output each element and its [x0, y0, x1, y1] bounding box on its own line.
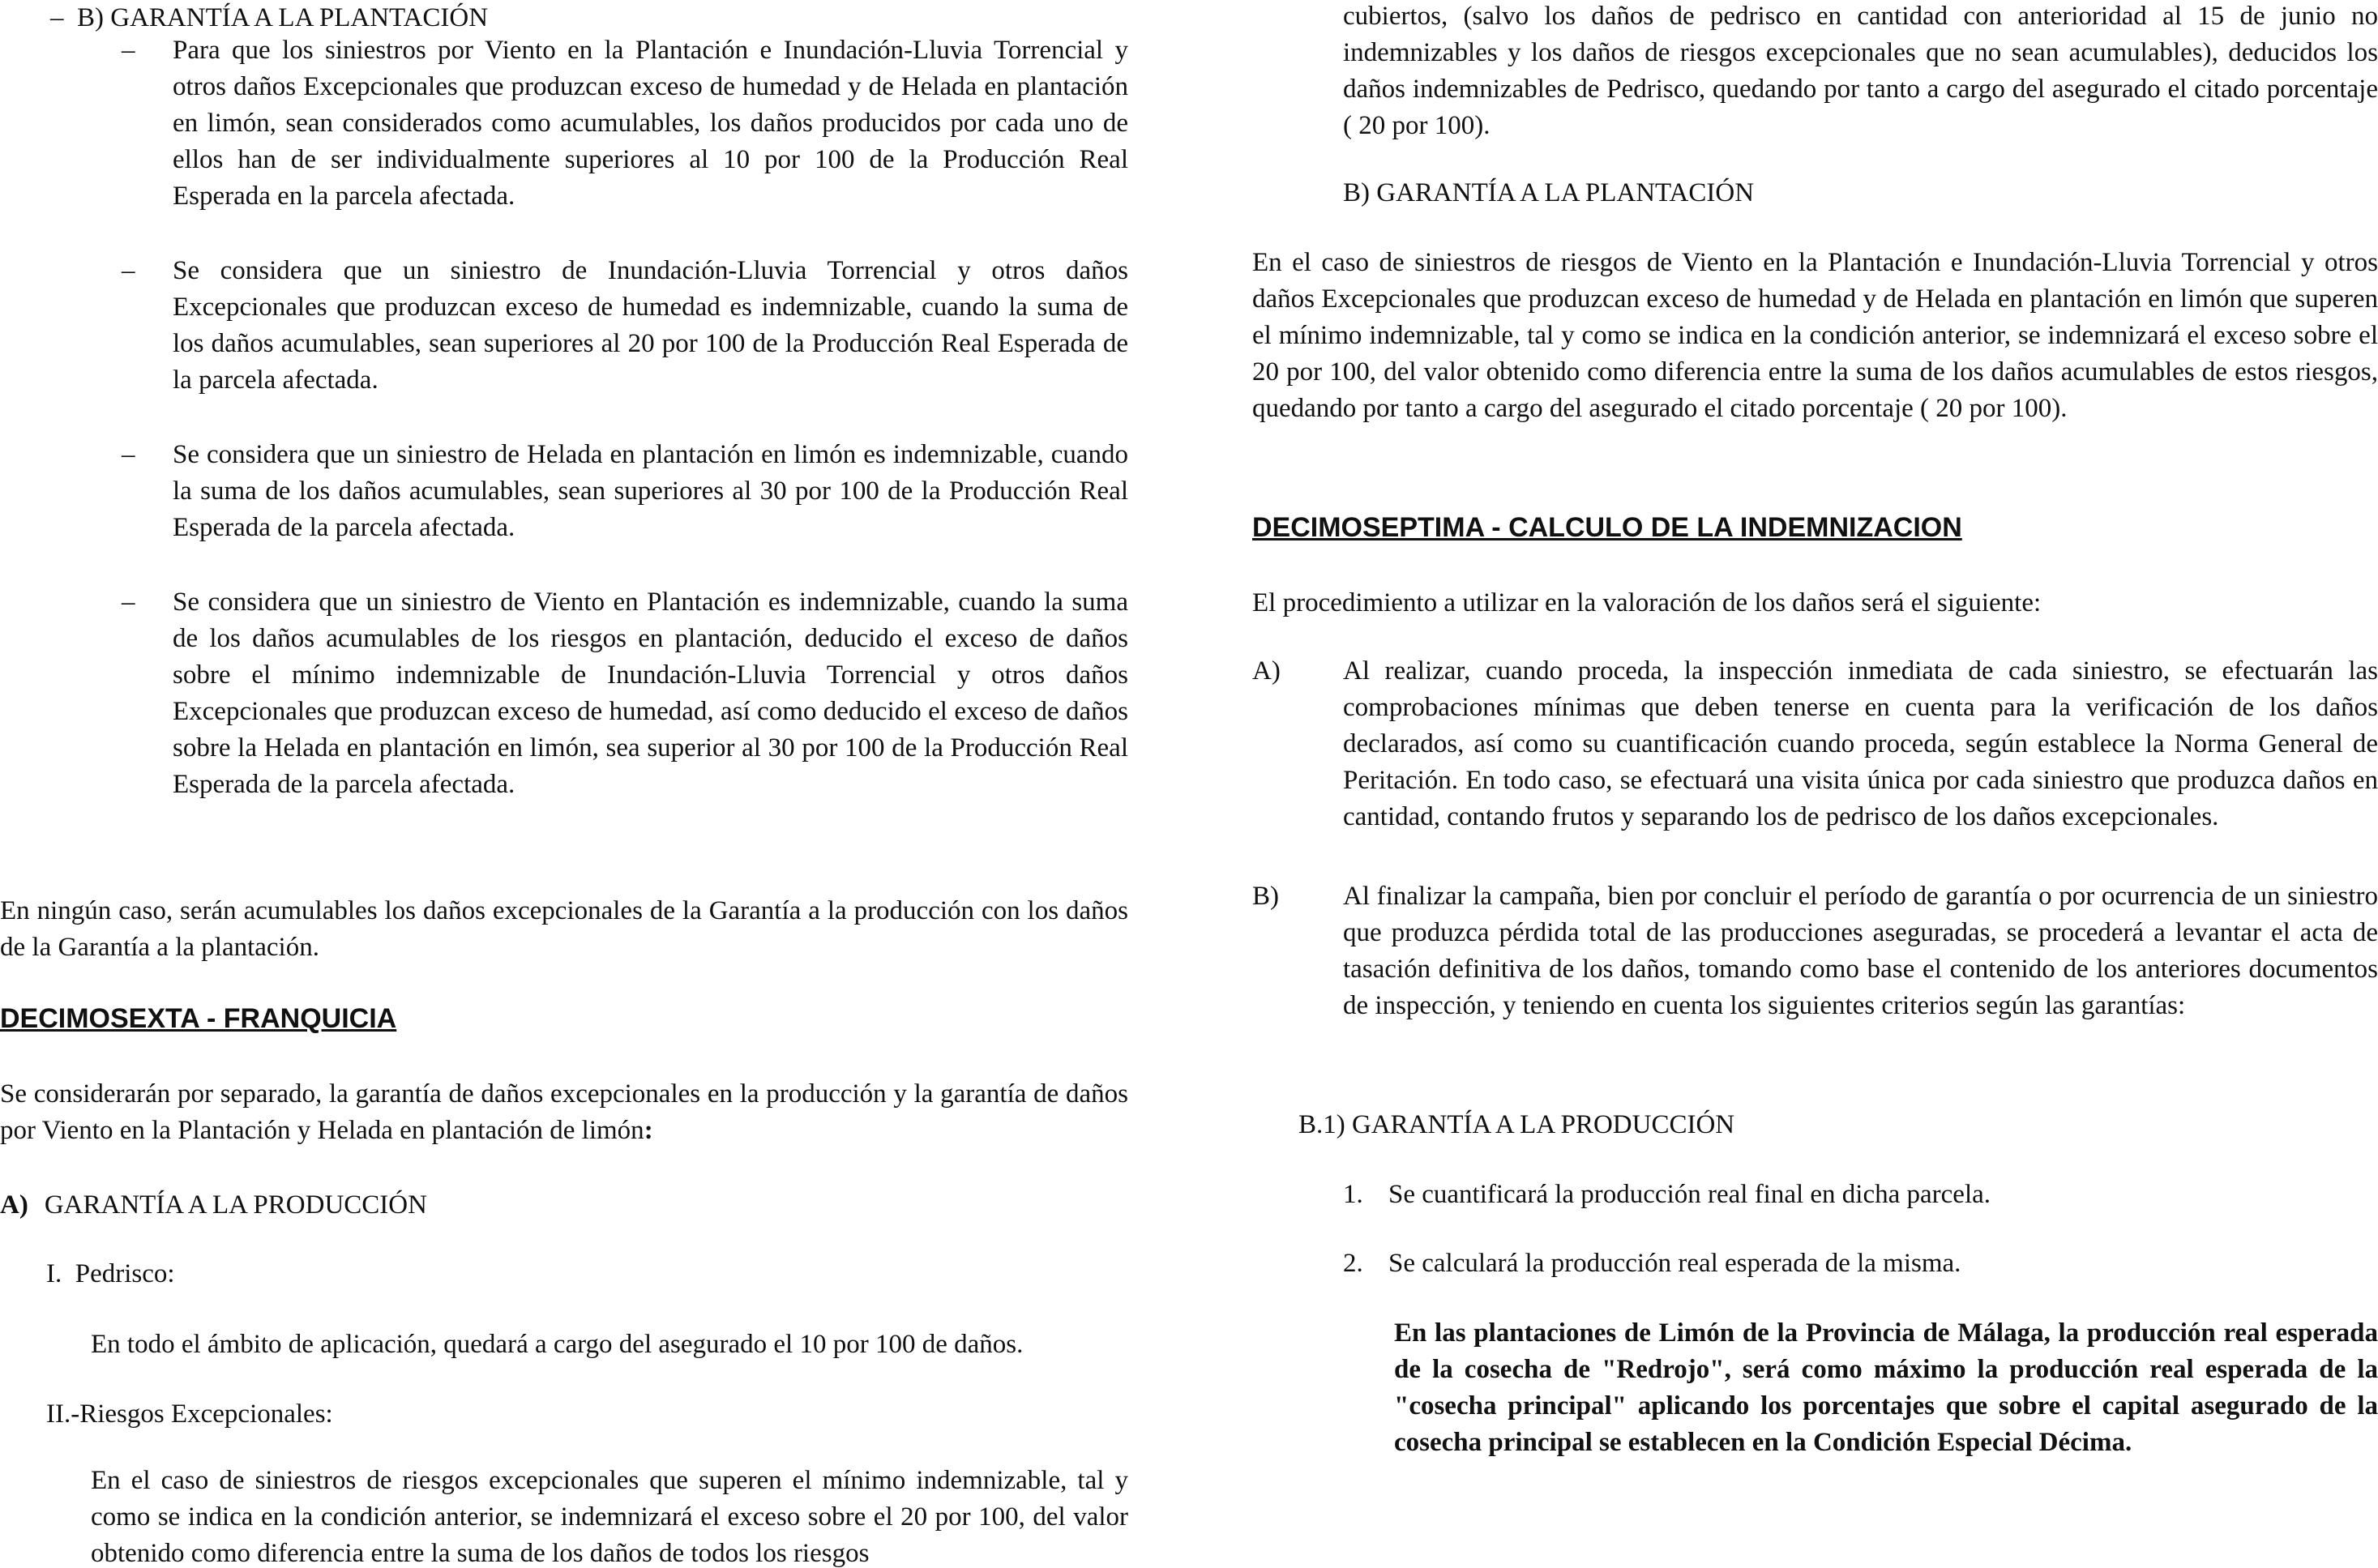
dash-marker: – [122, 587, 135, 617]
list-item-marker: A) [1252, 656, 1281, 686]
list-item-text: Al realizar, cuando proceda, la inspección inmediata de cada siniestro, se efectuarán las comprobaciones mínimas que deben tenerse en cuenta para la verificación de los daños declarados, así como su cuantificación cuando proceda, según establece la Norma General de Peritación. En todo caso, se efectuará una visita única por cada siniestro que produzca daños en cantidad, contando frutos y separando los de pedrisco de los daños excepcionales. [1343, 656, 2378, 831]
left-column [0, 0, 1128, 1568]
malaga-bold-paragraph: En las plantaciones de Limón de la Provincia de Málaga, la producción real esperada de la cosecha de "Redrojo", será como máximo la producción real esperada de la "cosecha principal" aplicando los porcentajes que sobre el capital asegurado de la cosecha principal se establecen en la Condición Especial Décima. [1394, 1318, 2378, 1457]
numbered-item-marker: 2. [1343, 1249, 1363, 1278]
section-a-marker: A) [0, 1190, 28, 1220]
pedrisco-text: En todo el ámbito de aplicación, quedará a cargo del asegurado el 10 por 100 de daños. [91, 1330, 1024, 1359]
list-item [1252, 653, 2378, 835]
dash-marker: – [122, 256, 135, 285]
continuation-paragraph: cubiertos, (salvo los daños de pedrisco en cantidad con anterioridad al 15 de junio no indemnizables y los daños de riesgos excepcionales que no sean acumulables), deducidos los daños indemnizables de Pedrisco, quedando por tanto a cargo del asegurado el citado porcentaje ( 20 por 100). [1343, 2, 2378, 140]
dash-marker: – [122, 440, 135, 469]
numbered-item-text: Se cuantificará la producción real final en dicha parcela. [1388, 1180, 1991, 1209]
franquicia-intro [0, 1076, 1128, 1149]
letter-list [1252, 653, 2378, 1024]
numbered-item [1252, 1177, 2378, 1213]
dash-item-text: Se considera que un siniestro de Viento en Plantación es indemnizable, cuando la suma de los daños acumulables de los riesgos en plantación, deducido el exceso de daños sobre el mínimo indemnizable de Inundación-Lluvia Torrencial y otros daños Excepcionales que produzcan exceso de humedad, así como deducido el exceso de daños sobre la Helada en plantación en limón, sea superior al 30 por 100 de la Producción Real Esperada de la parcela afectada. [173, 587, 1128, 799]
list-item-marker: B) [1252, 882, 1279, 911]
dash-marker: – [122, 36, 135, 65]
franquicia-intro-colon: : [644, 1116, 653, 1145]
left-section-b-title: – B) GARANTÍA A LA PLANTACIÓN [50, 3, 489, 32]
b1-title: B.1) GARANTÍA A LA PRODUCCIÓN [1298, 1110, 1735, 1139]
dash-list [0, 32, 1128, 803]
pedrisco-title: I. Pedrisco: [46, 1259, 175, 1288]
riesgos-text: En el caso de siniestros de riesgos excepcionales que superen el mínimo indemnizable, tal y como se indica en la condición anterior, se indemnizará el exceso sobre el 20 por 100, del valor obtenido como diferencia entre la suma de los daños de todos los riesgos [91, 1466, 1128, 1568]
numbered-item [1252, 1245, 2378, 1282]
dash-item-text: Se considera que un siniestro de Helada en plantación en limón es indemnizable, cuando la suma de los daños acumulables, sean superiores al 30 por 100 de la Producción Real Esperada de la parcela afectada. [173, 440, 1128, 542]
dash-item [0, 32, 1128, 215]
heading-franquicia: DECIMOSEXTA - FRANQUICIA [0, 1003, 397, 1034]
riesgos-title: II.-Riesgos Excepcionales: [46, 1399, 333, 1429]
list-item-text: Al finalizar la campaña, bien por concluir el período de garantía o por ocurrencia de un siniestro que produzca pérdida total de las producciones aseguradas, se procederá a levantar el acta de tasación definitiva de los daños, tomando como base el contenido de los anteriores documentos de inspección, y teniendo en cuenta los siguientes criterios según las garantías: [1343, 882, 2378, 1020]
dash-item-text: Para que los siniestros por Viento en la Plantación e Inundación-Lluvia Torrencial y otros daños Excepcionales que produzcan exceso de humedad y de Helada en plantación en limón, sean considerados como acumulables, los daños producidos por cada uno de ellos han de ser individualmente superiores al 10 por 100 de la Producción Real Esperada en la parcela afectada. [173, 36, 1128, 211]
numbered-item-text: Se calculará la producción real esperada de la misma. [1388, 1249, 1961, 1278]
dash-item [0, 584, 1128, 803]
franquicia-intro-text: Se considerarán por separado, la garantía de daños excepcionales en la producción y la garantía de daños por Viento en la Plantación y Helada en plantación de limón [0, 1079, 1128, 1145]
heading-calculo: DECIMOSEPTIMA - CALCULO DE LA INDEMNIZACION [1252, 512, 1962, 543]
procedimiento-text: El procedimiento a utilizar en la valoración de los daños será el siguiente: [1252, 588, 2042, 617]
right-column [1252, 0, 2378, 1568]
numbered-item-marker: 1. [1343, 1180, 1363, 1209]
section-a-title: GARANTÍA A LA PRODUCCIÓN [44, 1190, 427, 1220]
section-a-title-line [0, 1187, 427, 1224]
list-item [1252, 878, 2378, 1024]
dash-item-text: Se considera que un siniestro de Inundación-Lluvia Torrencial y otros daños Excepcionales que produzcan exceso de humedad es indemnizable, cuando la suma de los daños acumulables, sean superiores al 20 por 100 de la Producción Real Esperada de la parcela afectada. [173, 256, 1128, 395]
dash-item [0, 437, 1128, 546]
plantacion-paragraph: En el caso de siniestros de riesgos de Viento en la Plantación e Inundación-Lluvia Torrencial y otros daños Excepcionales que produzcan exceso de humedad y de Helada en plantación en limón que superen el mínimo indemnizable, tal y como se indica en la condición anterior, se indemnizará el exceso sobre el 20 por 100, del valor obtenido como diferencia entre la suma de los daños acumulables de estos riesgos, quedando por tanto a cargo del asegurado el citado porcentaje ( 20 por 100). [1252, 248, 2378, 423]
dash-item [0, 253, 1128, 399]
right-section-b-title: B) GARANTÍA A LA PLANTACIÓN [1343, 178, 1755, 207]
no-acumulable-paragraph: En ningún caso, serán acumulables los daños excepcionales de la Garantía a la producción con los daños de la Garantía a la plantación. [0, 896, 1128, 962]
